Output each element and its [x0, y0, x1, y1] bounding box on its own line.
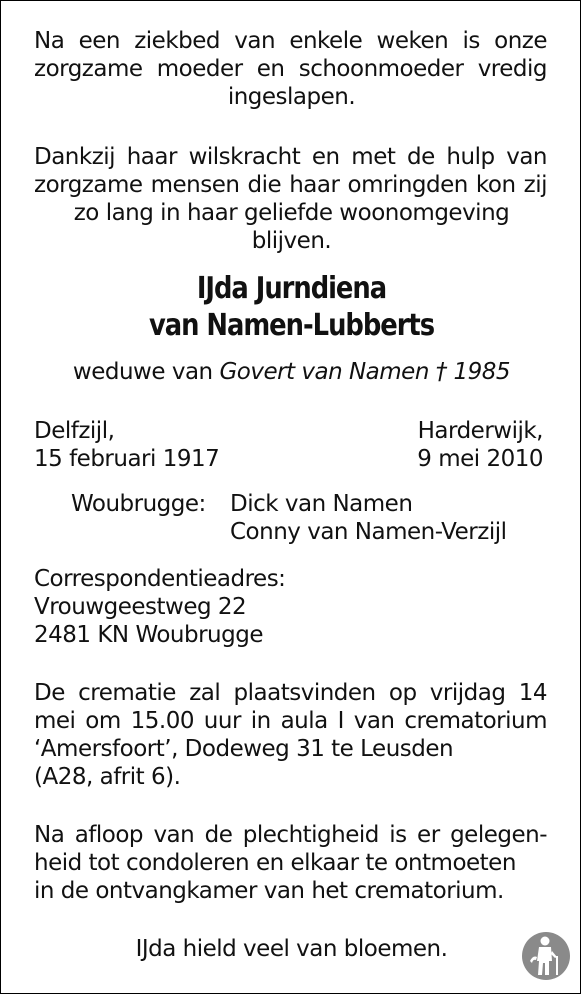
death-date: 9 mei 2010: [417, 446, 543, 472]
intro-line-1: Na een ziekbed van enkele weken is onze: [34, 28, 547, 54]
person-with-cane-icon: [521, 931, 571, 981]
cremation-line-1: De crematie zal plaatsvinden op vrijdag 14: [34, 680, 547, 706]
death-place: Harderwijk,: [417, 418, 543, 444]
address-city: 2481 KN Woubrugge: [34, 622, 263, 648]
widow-line: [1, 358, 581, 386]
deceased-name-line-1: IJda Jurndiena: [196, 271, 387, 306]
deceased-name-line-2: van Namen-Lubberts: [148, 308, 435, 343]
family-member-1: Dick van Namen: [230, 491, 413, 517]
dankzij-line-3: zo lang in haar geliefde woonomgeving: [73, 200, 510, 226]
cremation-line-2: mei om 15.00 uur in aula I van crematorium: [34, 708, 547, 734]
address-street: Vrouwgeestweg 22: [34, 594, 247, 620]
widow-prefix: weduwe van: [72, 359, 213, 385]
address-label: Correspondentieadres:: [34, 566, 286, 592]
intro-line-2: zorgzame moeder en schoonmoeder vredig: [34, 56, 547, 82]
birth-place: Delfzijl,: [34, 418, 115, 444]
family-member-2: Conny van Namen-Verzijl: [230, 519, 507, 545]
cremation-line-3: ‘Amersfoort’, Dodeweg 31 te Leusden: [34, 736, 454, 762]
widow-of: Govert van Namen † 1985: [219, 359, 511, 385]
dankzij-line-4: blijven.: [251, 228, 332, 254]
closing-line: IJda hield veel van bloemen.: [135, 936, 448, 962]
dankzij-line-2: zorgzame mensen die haar omringden kon zij: [34, 172, 547, 198]
condolence-line-3: in de ontvangkamer van het crematorium.: [34, 878, 504, 904]
intro-line-3: ingeslapen.: [227, 84, 356, 110]
birth-date: 15 februari 1917: [34, 446, 220, 472]
condolence-line-2: heid tot condoleren en elkaar te ontmoeten: [34, 850, 516, 876]
dankzij-line-1: Dankzij haar wilskracht en met de hulp van: [34, 144, 547, 170]
condolence-line-1: Na afloop van de plechtigheid is er gelegen-: [34, 822, 547, 848]
family-place: Woubrugge:: [71, 491, 206, 517]
cremation-line-4: (A28, afrit 6).: [34, 764, 181, 790]
